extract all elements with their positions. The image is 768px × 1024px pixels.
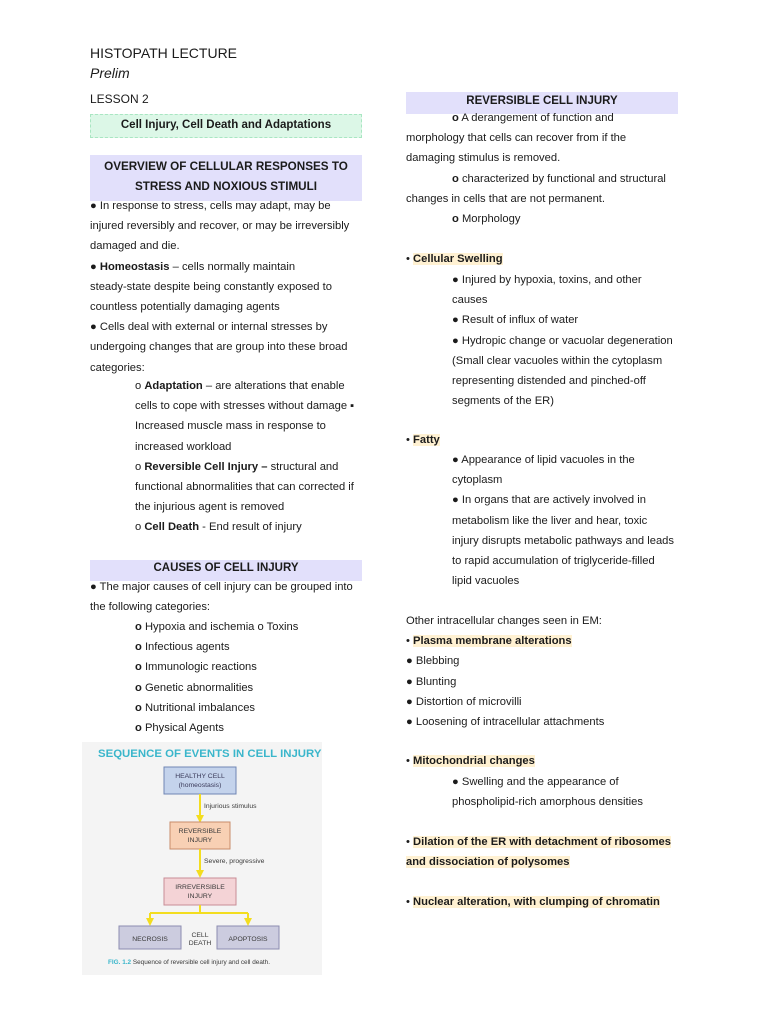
reversible-injury-line [135,457,354,477]
overview-heading [90,155,362,201]
text-line: ● Blunting [406,675,457,688]
adaptation-term: Adaptation [144,380,203,392]
text-line: ● Injured by hypoxia, toxins, and other [452,274,642,286]
mitochondrial-list [452,772,643,812]
text-line: Increased muscle mass in response to [135,420,326,433]
nuclear-alteration-heading [406,892,660,912]
marker: o [135,722,142,735]
text-line: countless potentially damaging agents [90,301,280,314]
irreversible-injury-label: IRREVERSIBLE [175,884,225,891]
text-line: causes [452,294,488,307]
marker: o [135,641,142,654]
fatty-list [452,450,674,591]
bullet: • [406,253,414,265]
arrow-injurious-label: Injurious stimulus [204,803,257,810]
homeostasis-text: – cells normally maintain [169,260,296,273]
cell-injury-figure [82,742,322,975]
adaptation-line [135,376,354,396]
mitochondrial-term: Mitochondrial changes [413,755,535,767]
list-item [135,678,298,698]
cell-death-line [135,517,354,537]
er-dilation-line [406,852,671,872]
figure-caption [108,959,270,966]
text-line: ● Loosening of intracellular attachments [406,716,605,729]
marker: o [135,460,145,473]
cell-death-sublabel: DEATH [188,940,212,947]
text-line: the following categories: [90,601,211,614]
irreversible-injury-sublabel: INJURY [187,893,213,900]
definition-text: characterized by functional and structural [458,172,666,185]
categories-list [135,376,354,538]
nuclear-alteration-term: Nuclear alteration, with clumping of chromatin [413,896,660,908]
lesson-title: Cell Injury, Cell Death and Adaptations [120,119,332,131]
marker: o [135,661,142,674]
overview-heading-line: OVERVIEW OF CELLULAR RESPONSES TO [104,160,348,173]
apoptosis-label: APOPTOSIS [228,936,268,943]
document-title: HISTOPATH LECTURE [90,45,238,61]
text-line: ● Distortion of microvilli [406,695,522,708]
list-item-text: Genetic abnormalities [141,681,254,694]
bullet: • [406,836,414,848]
text-line: ● In organs that are actively involved in [452,494,646,507]
text-line: changes in cells that are not permanent. [406,192,606,205]
text-line: functional abnormalities that can corrected if [135,481,354,494]
er-dilation-term: and dissociation of polysomes [406,856,570,869]
homeostasis-line [90,257,349,277]
bullet: • [406,755,414,767]
text-line: damaging stimulus is removed. [406,152,561,165]
mitochondrial-heading [406,751,535,771]
list-item [135,657,298,677]
figure-caption-text: Sequence of reversible cell injury and cell death. [131,959,270,966]
er-dilation-term: Dilation of the ER with detachment of ribosomes [413,836,671,848]
definition-text: A derangement of function and [458,112,614,124]
causes-heading-text: CAUSES OF CELL INJURY [153,562,299,574]
marker: o [135,701,142,714]
overview-heading-line: STRESS AND NOXIOUS STIMULI [134,180,318,193]
adaptation-text: – are alterations that enable [202,380,345,392]
text-line: ● The major causes of cell injury can be grouped into [90,581,353,593]
er-dilation-heading [406,832,671,872]
definition-line [406,108,666,128]
reversible-cell-injury-heading-text: REVERSIBLE CELL INJURY [466,95,618,107]
overview-paragraph [90,196,349,378]
text-line: injury disrupts metabolic pathways and leads [452,534,675,547]
cellular-swelling-term: Cellular Swelling [413,253,503,265]
text-line: morphology that cells can recover from if the [406,132,627,145]
fatty-heading [406,430,440,450]
bullet: ● [90,260,100,273]
text-line: ● Result of influx of water [452,314,579,327]
list-item [135,637,298,657]
marker: o [135,681,142,694]
reversible-injury-text: structural and [267,460,339,473]
marker: o [135,380,145,392]
list-item-text: Nutritional imbalances [141,701,256,714]
lesson-title-banner [90,114,362,138]
list-item [135,617,298,637]
bullet: • [406,896,414,908]
text-line: ● Cells deal with external or internal stresses by [90,321,328,334]
fatty-term: Fatty [413,434,440,446]
figure-heading: SEQUENCE OF EVENTS IN CELL INJURY [98,748,322,760]
text-line: ● Hydropic change or vacuolar degeneration [452,334,673,347]
text-line: injured reversibly and recover, or may be irreversibly [90,220,350,233]
text-line: the injurious agent is removed [135,501,285,514]
reversible-injury-box [170,822,230,849]
marker: o [452,172,459,185]
text-line: increased workload [135,440,232,453]
text-line: ● Blebbing [406,655,460,668]
reversible-injury-term: Reversible Cell Injury – [144,460,268,473]
reversible-injury-label: REVERSIBLE [178,828,222,835]
cellular-swelling-heading [406,249,503,269]
definition-text: Morphology [458,213,521,226]
causes-paragraph [90,577,353,617]
list-item-text: Immunologic reactions [141,661,257,674]
lesson-label: LESSON 2 [90,92,149,106]
marker: o [135,521,145,534]
text-line: representing distended and pinched-off [452,375,646,388]
marker: o [135,621,142,633]
causes-list [135,617,298,738]
text-line: ● Swelling and the appearance of [452,776,619,788]
text-line: steady-state despite being constantly exposed to [90,280,332,293]
marker: o [452,213,459,226]
definition-line [406,209,666,229]
text-line: cytoplasm [452,474,503,487]
list-item-text: Physical Agents [141,722,224,735]
cellular-swelling-list [452,270,673,411]
text-line: ● Appearance of lipid vacuoles in the [452,454,635,466]
plasma-membrane-heading [406,631,604,651]
reversible-injury-sublabel: INJURY [187,837,213,844]
text-line: ● In response to stress, cells may adapt, may be [90,200,331,212]
cell-death-label: CELL [191,932,209,939]
cell-death-text: - End result of injury [199,521,302,534]
arrow-severe-label: Severe, progressive [204,858,265,865]
healthy-cell-label: HEALTHY CELL [175,773,225,780]
definition-block [406,108,666,229]
em-changes-block [406,611,604,732]
em-intro: Other intracellular changes seen in EM: [406,615,602,627]
list-item [135,698,298,718]
text-line: metabolism like the liver and hear, toxic [452,514,648,527]
healthy-cell-box [164,767,236,794]
irreversible-injury-box [164,878,236,905]
text-line: lipid vacuoles [452,575,520,588]
er-dilation-line [406,832,671,852]
text-line: to rapid accumulation of triglyceride-filled [452,555,655,568]
necrosis-label: NECROSIS [132,936,168,943]
plasma-membrane-term: Plasma membrane alterations [413,635,572,648]
homeostasis-term: Homeostasis [99,260,170,273]
marker: o [452,112,459,124]
text-line: undergoing changes that are group into these broad [90,341,348,354]
text-line: segments of the ER) [452,395,554,408]
list-item-text: Hypoxia and ischemia o Toxins [141,621,299,633]
bullet: • [406,635,414,648]
list-item [135,718,298,738]
text-line: phospholipid-rich amorphous densities [452,796,643,809]
text-line: (Small clear vacuoles within the cytoplasm [452,354,663,367]
healthy-cell-sublabel: (homeostasis) [178,782,222,789]
list-item-text: Infectious agents [141,641,230,654]
definition-line [406,169,666,189]
document-subtitle: Prelim [90,65,130,81]
cell-death-term: Cell Death [144,521,200,534]
text-line: damaged and die. [90,240,180,253]
bullet: • [406,434,414,446]
figure-caption-number: FIG. 1.2 [108,959,132,966]
text-line: categories: [90,361,145,374]
sequence-diagram [82,742,322,975]
text-line: cells to cope with stresses without damage ▪ [135,400,355,413]
